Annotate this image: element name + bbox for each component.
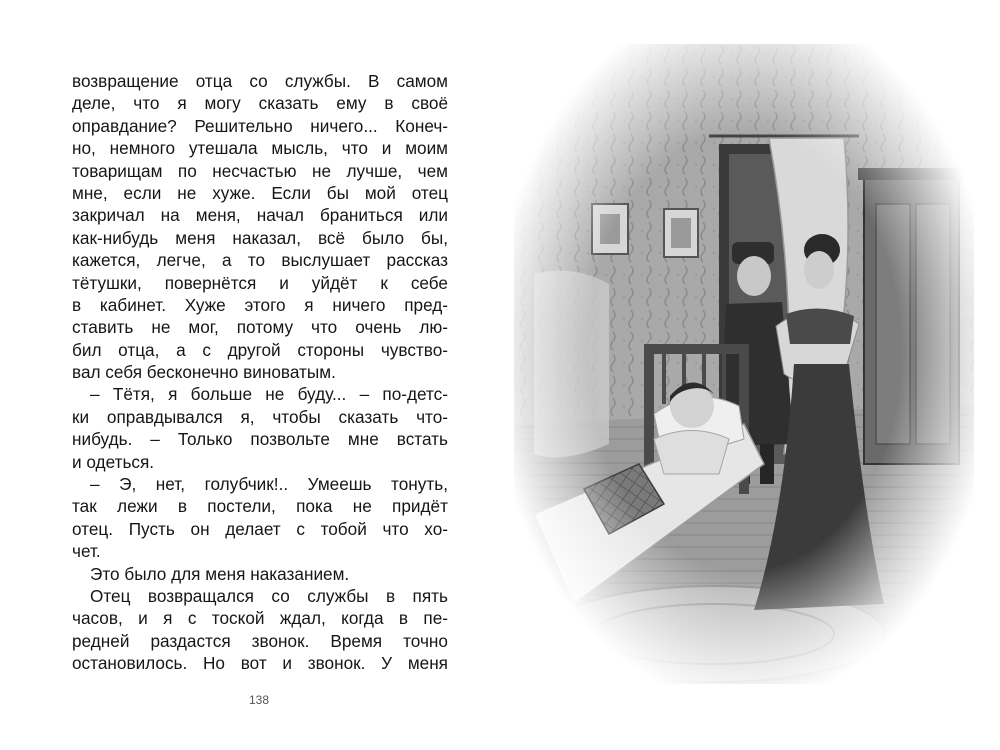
text-line: чет. [72,541,101,562]
text-line: так лежи в постели, пока не придёт [72,496,448,517]
text-line: Отец возвращался со службы в пять [90,585,448,606]
text-line: мне, если не хуже. Если бы мой отец [72,182,448,203]
text-line: закричал на меня, начал браниться или [72,205,448,226]
text-line: деле, что я могу сказать ему в своё [72,93,448,114]
text-line: вал себя бесконечно виноватым. [72,362,336,383]
text-line: в кабинет. Хуже этого я ничего пред- [72,294,448,315]
text-line: – Тётя, я больше не буду... – по-детс- [90,384,448,405]
text-line: тётушки, повернётся и уйдёт к себе [72,272,448,293]
text-line: но, немного утешала мысль, что и моим [72,138,448,159]
text-line: ки оправдывался я, чтобы сказать что- [72,406,448,427]
text-line: возвращение отца со службы. В самом [72,71,448,91]
page-number: 138 [248,693,270,707]
text-line: Это было для меня наказанием. [90,563,350,584]
text-line: кажется, легче, а то выслушает рассказ [72,250,448,271]
text-line: редней раздастся звонок. Время точно [72,630,448,651]
text-line: оправдание? Решительно ничего... Конеч- [72,115,448,136]
text-line: часов, и я с тоской ждал, когда в пе- [72,608,448,629]
right-page [500,0,1000,750]
text-line: ставить не мог, потому что очень лю- [72,317,448,338]
text-line: бил отца, а с другой стороны чувство- [72,339,448,360]
body-text [72,70,448,675]
text-line: и одеться. [72,451,155,472]
text-line: отец. Пусть он делает с тобой что хо- [72,518,448,539]
text-line: как-нибудь меня наказал, всё было бы, [72,227,448,248]
illustration [514,44,974,684]
text-line: товарищам по несчастью не лучше, чем [72,160,448,181]
text-line: – Э, нет, голубчик!.. Умеешь тонуть, [90,474,448,495]
text-line: нибудь. – Только позвольте мне встать [72,429,448,450]
text-line: остановилось. Но вот и звонок. У меня [72,653,448,674]
